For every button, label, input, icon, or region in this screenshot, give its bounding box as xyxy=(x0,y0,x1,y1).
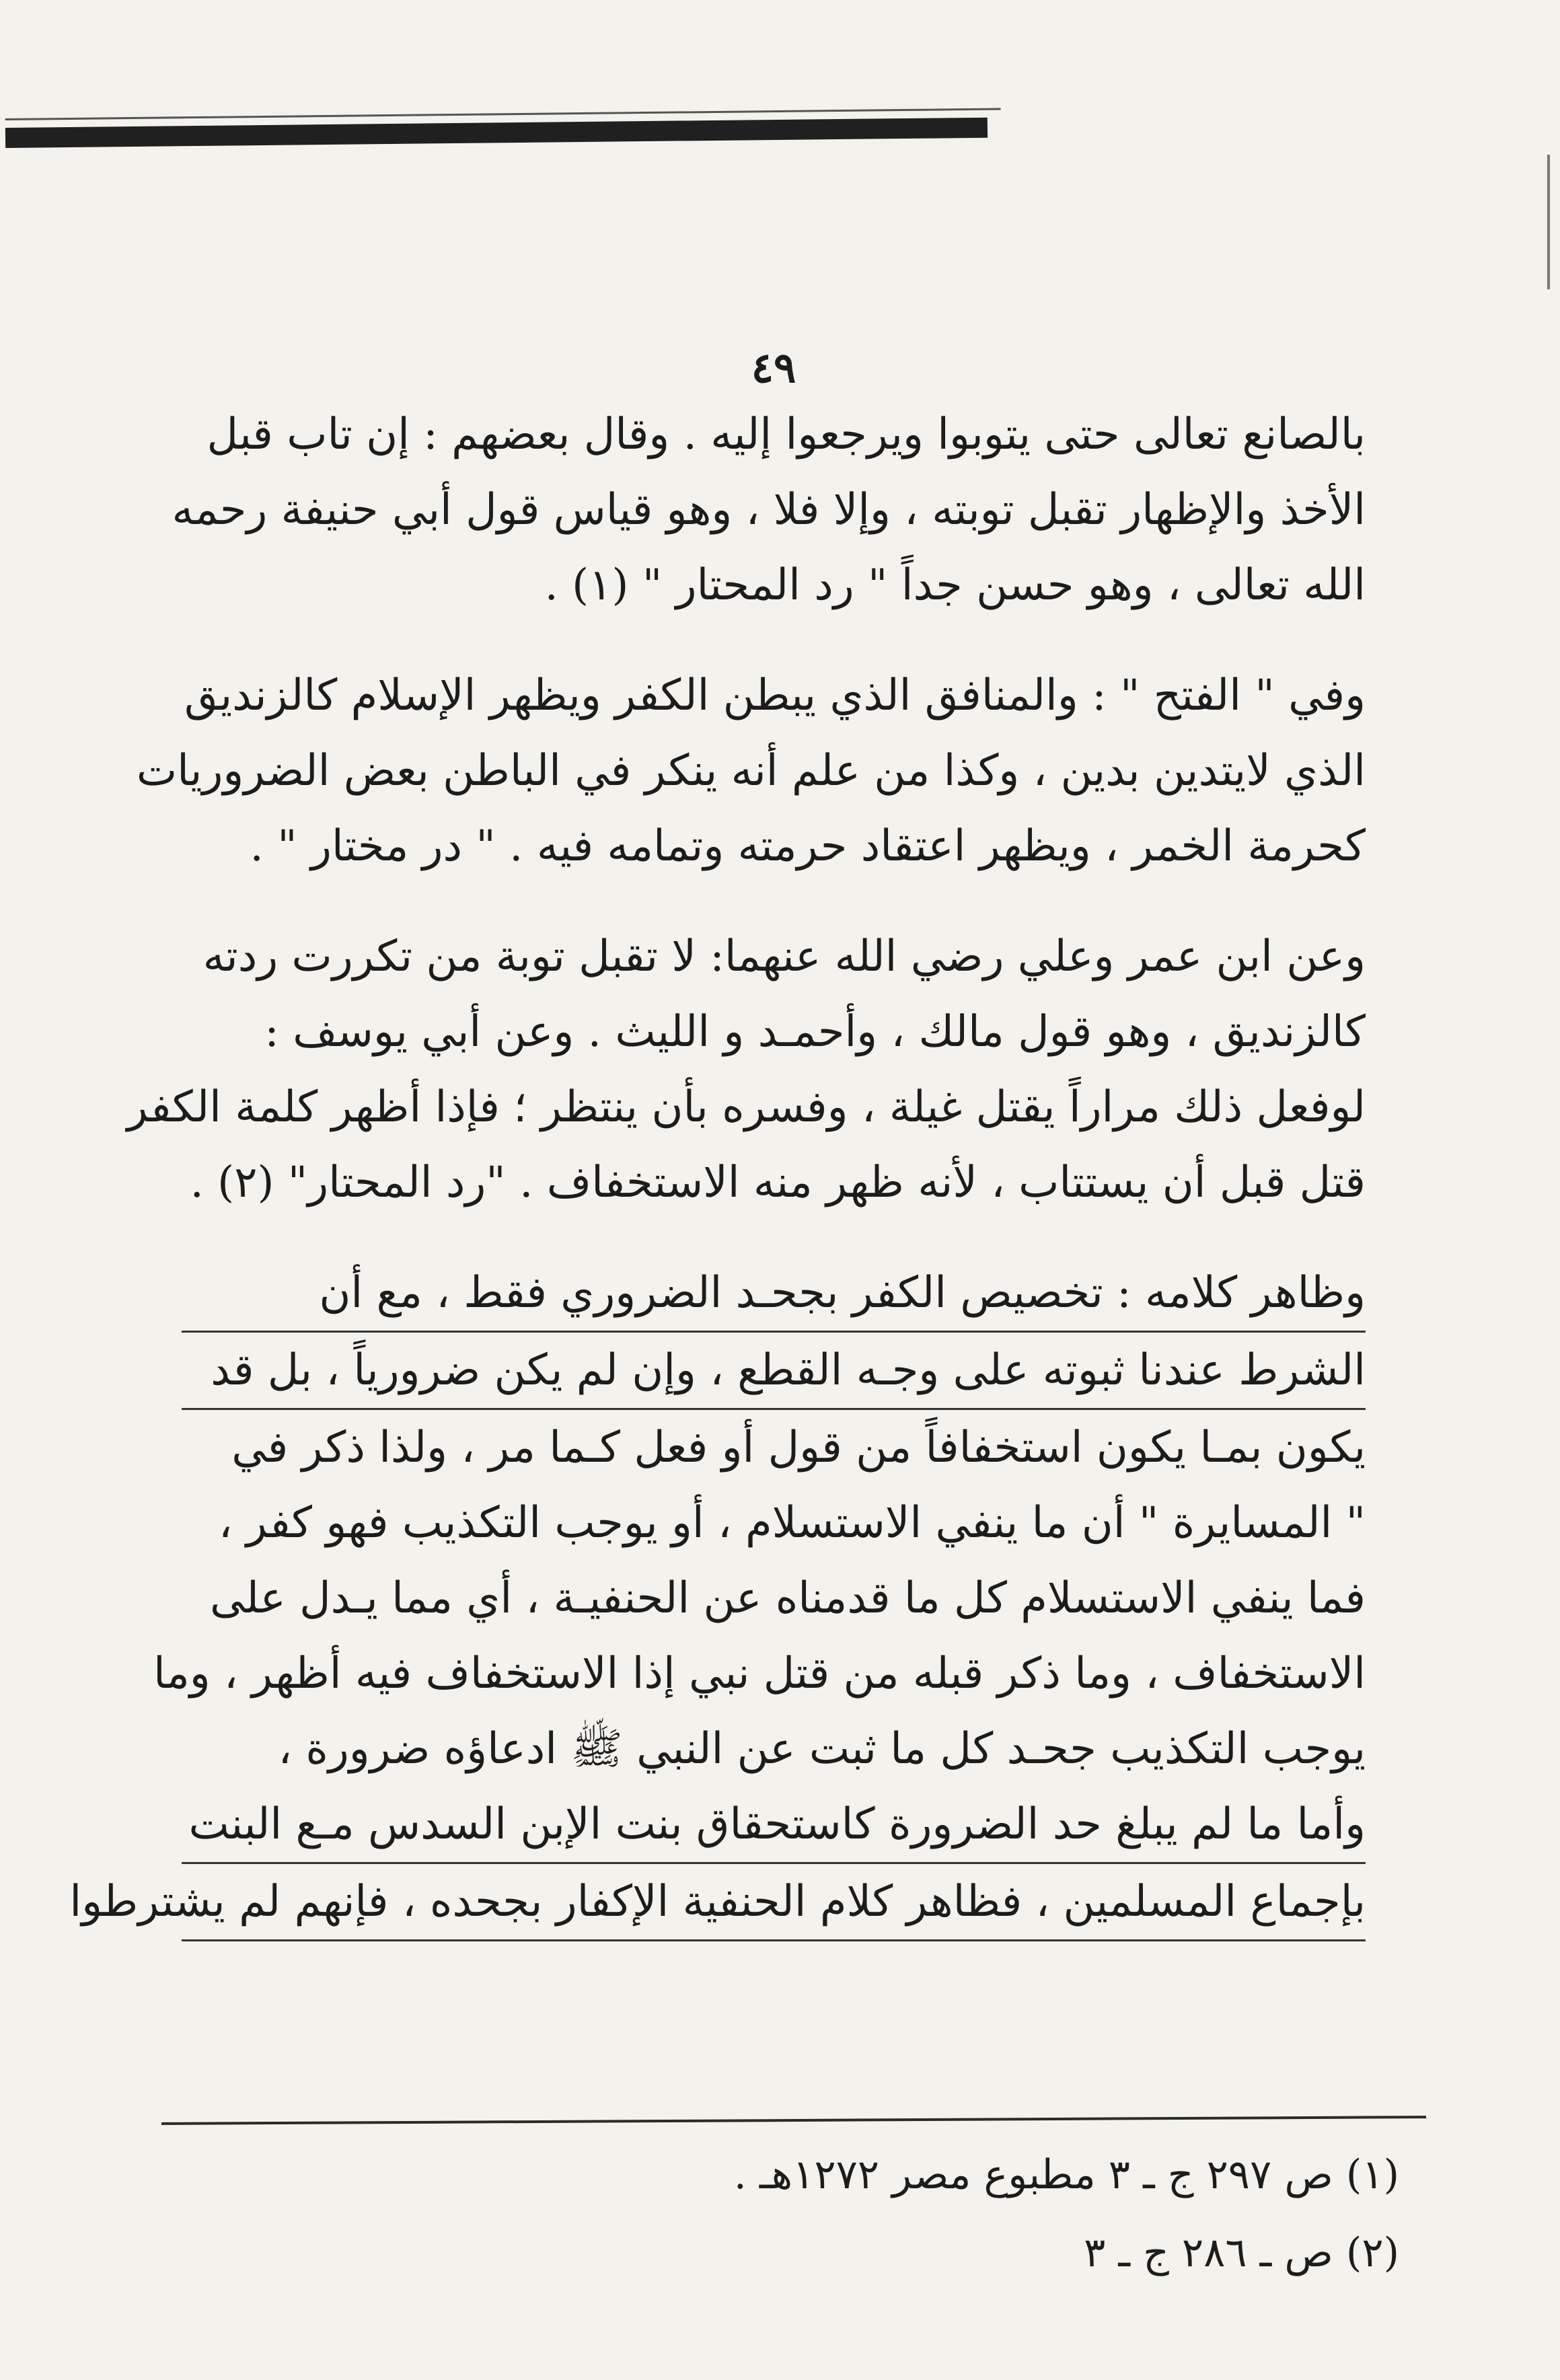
text-line: الذي لايتدين بدين ، وكذا من علم أنه ينكر في الباطن بعض الضروريات xyxy=(136,746,1366,796)
text-line: بالصانع تعالى حتى يتوبوا ويرجعوا إليه . وقال بعضهم : إن تاب قبل xyxy=(207,410,1366,459)
text-line: وفي " الفتح " : والمنافق الذي يبطن الكفر ويظهر الإسلام كالزنديق xyxy=(184,671,1366,720)
text-line: الله تعالى ، وهو حسن جداً " رد المحتار " (١) . xyxy=(544,560,1366,610)
text-line: بإجماع المسلمين ، فظاهر كلام الحنفية الإكفار بجحده ، فإنهم لم يشترطوا xyxy=(182,1864,1366,1941)
text-line: كحرمة الخمر ، ويظهر اعتقاد حرمته وتمامه فيه . " در مختار " . xyxy=(250,821,1366,871)
text-line: لوفعل ذلك مراراً يقتل غيلة ، وفسره بأن ينتظر ؛ فإذا أظهر كلمة الكفر xyxy=(126,1082,1366,1132)
main-text xyxy=(69,397,1366,1976)
footnotes xyxy=(471,2136,1399,2292)
margin-mark xyxy=(1547,155,1550,289)
text-line: " المسايرة " أن ما ينفي الاستسلام ، أو يوجب التكذيب فهو كفر ، xyxy=(218,1498,1366,1548)
page-number: ٤٩ xyxy=(751,343,796,392)
text-line: الشرط عندنا ثبوته على وجـه القطع ، وإن لم يكن ضرورياً ، بل قد xyxy=(182,1333,1366,1410)
text-line: الأخذ والإظهار تقبل توبته ، وإلا فلا ، وهو قياس قول أبي حنيفة رحمه xyxy=(172,485,1366,535)
paragraph-1 xyxy=(172,397,1366,623)
text-line: قتل قبل أن يستتاب ، لأنه ظهر منه الاستخفاف . "رد المحتار" (٢) . xyxy=(190,1158,1366,1207)
footnote-1: (١) ص ٢٩٧ ج ـ ٣ مطبوع مصر ١٢٧٢هـ . xyxy=(733,2151,1399,2198)
text-line: كالزنديق ، وهو قول مالك ، وأحمـد و الليث . وعن أبي يوسف : xyxy=(264,1007,1366,1057)
text-line: وعن ابن عمر وعلي رضي الله عنهما: لا تقبل توبة من تكررت ردته xyxy=(202,932,1366,981)
footnote-divider xyxy=(161,2116,1426,2125)
text-line: وظاهر كلامه : تخصيص الكفر بجحـد الضروري فقط ، مع أن xyxy=(182,1255,1366,1333)
text-line: الاستخفاف ، وما ذكر قبله من قتل نبي إذا الاستخفاف فيه أظهر ، وما xyxy=(153,1649,1366,1699)
text-line: يوجب التكذيب جحـد كل ما ثبت عن النبي ﷺ ادعاؤه ضرورة ، xyxy=(278,1724,1366,1774)
header-rule xyxy=(5,118,988,148)
text-line: وأما ما لم يبلغ حد الضرورة كاستحقاق بنت الإبن السدس مـع البنت xyxy=(182,1787,1366,1864)
paragraph-4 xyxy=(69,1255,1366,1941)
text-line: فما ينفي الاستسلام كل ما قدمناه عن الحنفيـة ، أي مما يـدل على xyxy=(210,1573,1366,1623)
paragraph-3 xyxy=(126,919,1366,1220)
footnote-2: (٢) ص ـ ٢٨٦ ج ـ ٣ xyxy=(1084,2229,1399,2276)
paragraph-2 xyxy=(136,658,1366,884)
text-line: يكون بمـا يكون استخفافاً من قول أو فعل كـما مر ، ولذا ذكر في xyxy=(231,1423,1366,1473)
